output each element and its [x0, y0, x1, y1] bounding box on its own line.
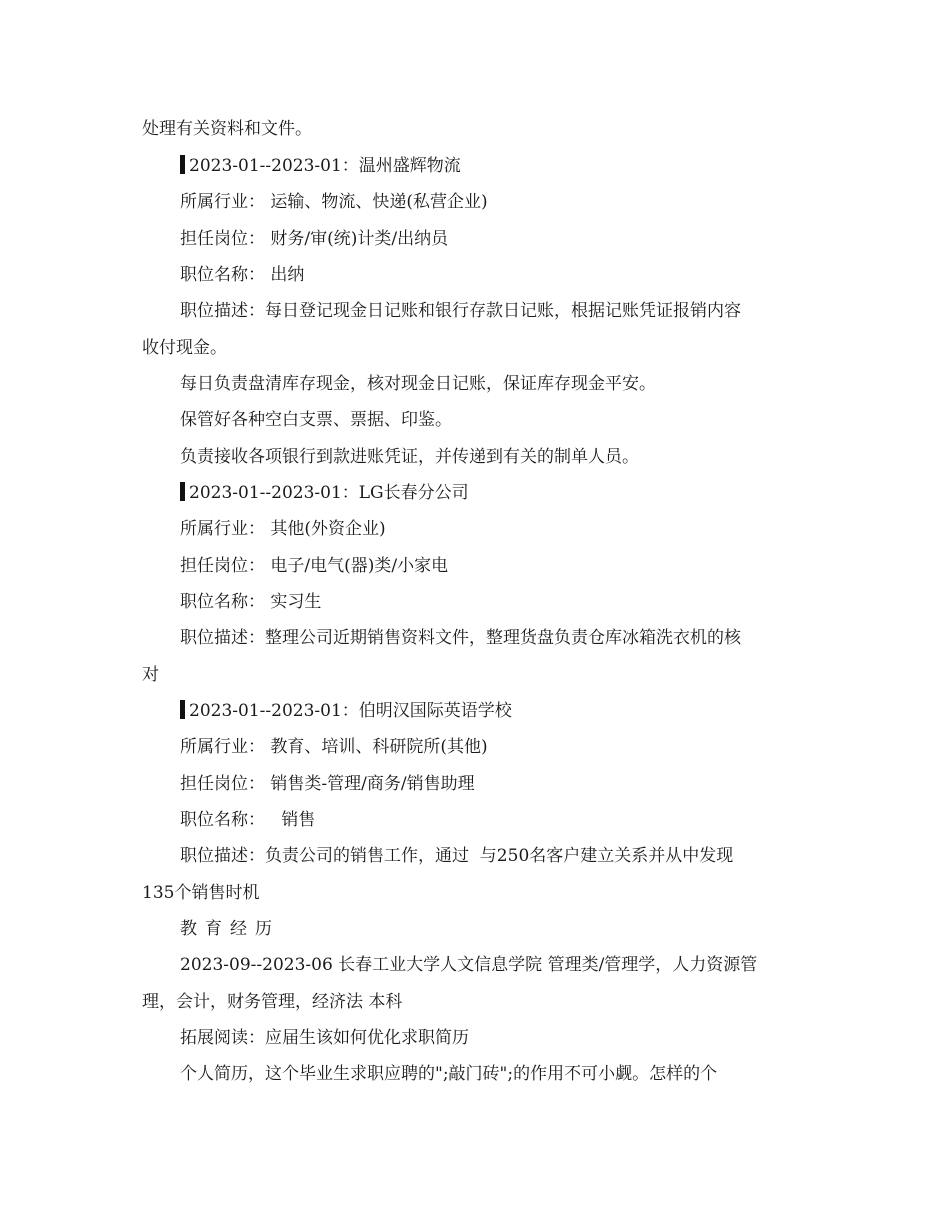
- text-line: 担任岗位： 财务/审(统)计类/出纳员: [180, 229, 449, 249]
- text-line: 理，会计，财务管理，经济法 本科: [142, 992, 403, 1012]
- bullet-bar-icon: [180, 482, 185, 501]
- text-line: 职位名称： 实习生: [180, 592, 322, 612]
- text-line: 所属行业： 其他(外资企业): [180, 519, 386, 539]
- text-line: 职位名称： 销售: [180, 810, 316, 830]
- job-entry-title: 2023-01--2023-01：温州盛辉物流: [189, 156, 461, 176]
- text-line: 担任岗位： 电子/电气(器)类/小家电: [180, 556, 449, 576]
- text-line: 负责接收各项银行到款进账凭证，并传递到有关的制单人员。: [180, 447, 639, 467]
- text-line: 对: [142, 665, 159, 685]
- text-line: 职位名称： 出纳: [180, 265, 305, 285]
- text-line: 收付现金。: [142, 338, 227, 358]
- job-entry-heading: [180, 482, 469, 504]
- job-entry-title: 2023-01--2023-01：伯明汉国际英语学校: [189, 701, 512, 721]
- text-line: 处理有关资料和文件。: [142, 119, 312, 139]
- bullet-bar-icon: [180, 155, 185, 174]
- text-line: 保管好各种空白支票、票据、印鉴。: [180, 410, 452, 430]
- section-heading-education: 教育经历: [180, 919, 280, 939]
- text-line: 每日负责盘清库存现金，核对现金日记账，保证库存现金平安。: [180, 374, 656, 394]
- job-entry-title: 2023-01--2023-01：LG长春分公司: [189, 483, 469, 503]
- text-line: 个人简历，这个毕业生求职应聘的";敲门砖";的作用不可小觑。怎样的个: [180, 1064, 718, 1084]
- text-line: 职位描述：整理公司近期销售资料文件，整理货盘负责仓库冰箱洗衣机的核: [180, 628, 741, 648]
- text-line: 135个销售时机: [142, 883, 260, 903]
- text-line: 职位描述：每日登记现金日记账和银行存款日记账，根据记账凭证报销内容: [180, 301, 741, 321]
- job-entry-heading: [180, 700, 512, 722]
- text-line: 拓展阅读：应届生该如何优化求职简历: [180, 1028, 469, 1048]
- text-line: 职位描述：负责公司的销售工作，通过 与250名客户建立关系并从中发现: [180, 846, 734, 866]
- text-line: 所属行业： 教育、培训、科研院所(其他): [180, 737, 488, 757]
- job-entry-heading: [180, 155, 461, 177]
- text-line: 所属行业： 运输、物流、快递(私营企业): [180, 192, 488, 212]
- bullet-bar-icon: [180, 700, 185, 719]
- text-line: 担任岗位： 销售类-管理/商务/销售助理: [180, 774, 475, 794]
- text-line: 2023-09--2023-06 长春工业大学人文信息学院 管理类/管理学，人力资源管: [180, 955, 758, 975]
